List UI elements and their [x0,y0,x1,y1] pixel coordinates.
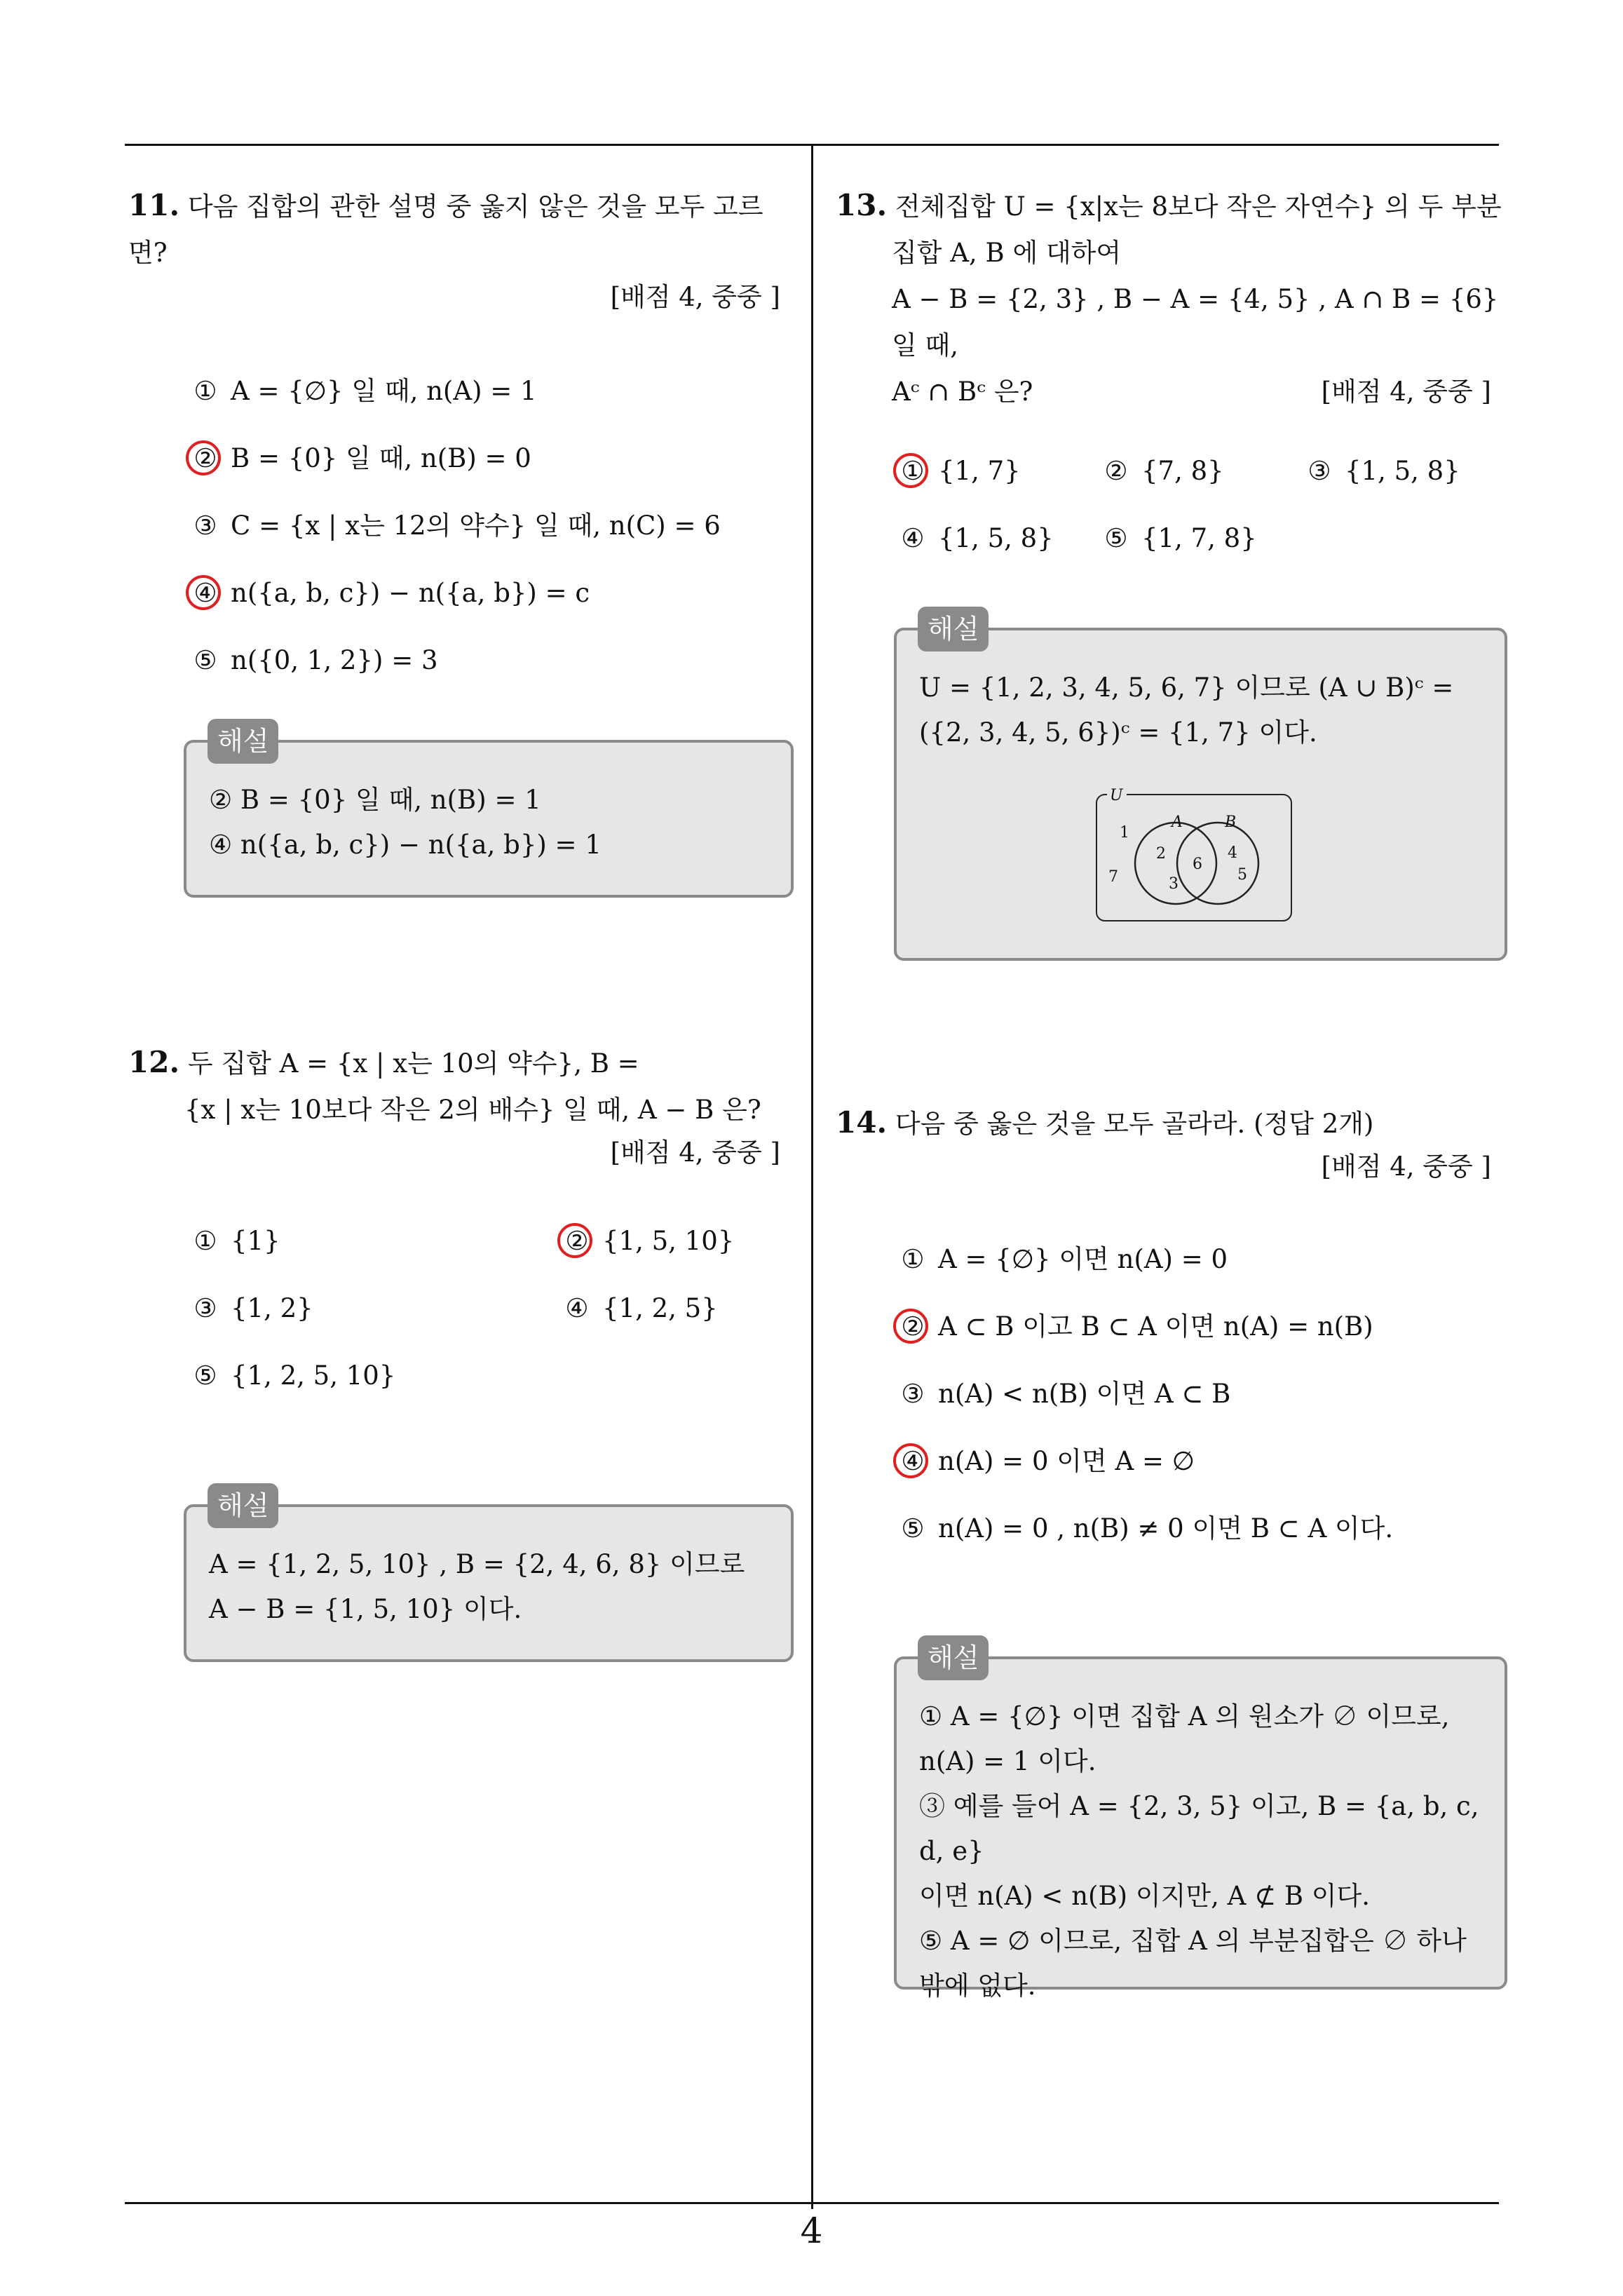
solution-line: A = {1, 2, 5, 10} , B = {2, 4, 6, 8} 이므로 [209,1549,745,1579]
choice-1[interactable] [899,1226,1519,1293]
choice-marker: ⑤ [193,1360,217,1391]
choice-marker: ① [193,376,217,406]
solution-tag: 해설 [208,719,278,764]
choice-4[interactable] [191,560,794,627]
choice-marker: ④ [901,523,925,553]
choice-text: B = {0} 일 때, n(B) = 0 [231,443,531,473]
choice-text: {1, 2, 5, 10} [231,1360,396,1391]
choice-marker: ③ [1308,456,1331,486]
choice-text: n({a, b, c}) − n({a, b}) = c [231,578,590,608]
solution-box-14 [894,1642,1507,2001]
element-label: 5 [1237,866,1247,884]
question-12-stem [128,1039,794,1087]
solution-line: ③ 예를 들어 A = {2, 3, 5} 이고, B = {a, b, c, d, e} [919,1791,1479,1866]
choice-4[interactable] [899,523,1054,553]
choice-3[interactable] [191,1293,313,1323]
choice-text: n({0, 1, 2}) = 3 [231,645,438,675]
bottom-rule [125,2202,1499,2204]
question-number: 12. [128,1045,180,1079]
choice-row [899,505,1519,572]
solution-line: ① A = {∅} 이면 집합 A 의 원소가 ∅ 이므로, [919,1701,1450,1731]
question-13 [836,182,1519,572]
question-text: 다음 집합의 관한 설명 중 옳지 않은 것을 모두 고르면? [128,191,763,268]
solution-line: ⑤ A = ∅ 이므로, 집합 A 의 부분집합은 ∅ 하나 [919,1926,1467,1956]
choice-4[interactable] [899,1428,1519,1495]
venn-diagram [1093,785,1296,925]
solution-box-11 [184,726,794,898]
score-label: [배점 4, 중중 ] [1321,1152,1491,1182]
element-label: 1 [1120,824,1129,842]
set-a-label: A [1172,813,1183,831]
choice-text: {1, 5, 8} [1345,456,1460,486]
choice-marker: ③ [193,1293,217,1323]
question-number: 13. [836,188,888,222]
choice-text: n(A) = 0 , n(B) ≠ 0 이면 B ⊂ A 이다. [938,1513,1394,1544]
choice-text: {1, 5, 8} [938,523,1054,553]
question-number: 14. [836,1105,888,1140]
question-text-line2: 집합 A, B 에 대하여 [892,238,1122,268]
page-number: 4 [800,2210,823,2251]
solution-line: A − B = {1, 5, 10} 이다. [209,1594,522,1624]
choice-4[interactable] [563,1275,718,1342]
element-label: 2 [1156,845,1166,863]
choice-marker: ① [193,1226,217,1256]
question-text: 전체집합 U = {x|x는 8보다 작은 자연수} 의 두 부분 [895,191,1502,222]
choice-text: n(A) < n(B) 이면 A ⊂ B [938,1379,1231,1409]
choice-text: {1, 2, 5} [602,1293,718,1323]
choice-row [191,1275,794,1342]
choice-text: {1, 5, 10} [602,1226,735,1256]
choice-1[interactable] [191,358,794,425]
solution-box-12 [184,1490,794,1662]
element-label: 4 [1228,844,1237,862]
solution-line: 밖에 없다. [919,1971,1036,2001]
question-14 [836,1100,1519,1562]
choice-5[interactable] [191,627,794,694]
choice-text: {1, 7} [938,456,1021,486]
choice-marker: ⑤ [193,645,217,675]
solution-tag: 해설 [918,607,989,651]
choice-marker: ② [1104,456,1128,486]
question-11 [128,182,794,694]
choice-text: A ⊂ B 이고 B ⊂ A 이면 n(A) = n(B) [938,1311,1373,1342]
solution-line: n(A) = 1 이다. [919,1746,1096,1776]
choice-2[interactable] [563,1208,734,1275]
choice-text: {7, 8} [1141,456,1224,486]
solution-line: 이면 n(A) < n(B) 이지만, A ⊄ B 이다. [919,1881,1371,1911]
score-label: [배점 4, 중중 ] [1321,377,1491,407]
choice-marker-circled: ④ [899,1428,927,1495]
question-number: 11. [128,188,180,222]
choice-marker-circled: ② [191,425,219,492]
choice-2[interactable] [899,1293,1519,1360]
choice-row [191,1208,794,1275]
choice-3[interactable] [899,1360,1519,1428]
choice-marker: ⑤ [1104,523,1128,553]
element-label: 3 [1169,875,1179,893]
choice-marker: ⑤ [901,1513,925,1544]
choice-marker: ③ [193,511,217,541]
question-11-stem [128,182,794,276]
set-b-label: B [1225,813,1237,831]
score-label: [배점 4, 중중 ] [610,1137,780,1168]
choice-marker-circled: ④ [191,560,219,627]
choice-marker-circled: ① [899,438,927,505]
choice-marker: ④ [565,1293,589,1323]
choice-text: {1} [231,1226,280,1256]
choice-5[interactable] [1102,505,1257,572]
solution-tag: 해설 [918,1635,989,1680]
u-label: U [1110,787,1123,804]
question-text: 두 집합 A = {x | x는 10의 약수}, B = [187,1048,639,1079]
question-13-stem [836,182,1519,230]
choice-5[interactable] [899,1495,1519,1562]
choice-2[interactable] [191,425,794,492]
solution-box-13 [894,614,1507,961]
solution-line: ② B = {0} 일 때, n(B) = 1 [209,785,541,815]
score-label: [배점 4, 중중 ] [610,282,780,312]
choice-3[interactable] [191,492,794,560]
choice-3[interactable] [1305,438,1460,505]
choice-text: A = {∅} 일 때, n(A) = 1 [231,376,537,406]
solution-tag: 해설 [208,1483,278,1528]
choice-marker-circled: ② [899,1293,927,1360]
choice-1[interactable] [191,1226,280,1256]
question-text-line4 [836,369,1519,415]
choice-row [899,438,1519,505]
choice-text: {1, 7, 8} [1141,523,1257,553]
choice-text: C = {x | x는 12의 약수} 일 때, n(C) = 6 [231,511,721,541]
question-text-line4-text: Aᶜ ∩ Bᶜ 은? [892,377,1033,407]
set-b-circle [1177,823,1258,904]
solution-line: ({2, 3, 4, 5, 6})ᶜ = {1, 7} 이다. [919,717,1317,748]
solution-line: U = {1, 2, 3, 4, 5, 6, 7} 이므로 (A ∪ B)ᶜ = [919,673,1454,703]
column-divider [811,144,813,2209]
element-label: 6 [1193,856,1202,873]
choice-text: A = {∅} 이면 n(A) = 0 [938,1244,1228,1274]
question-text-line2: {x | x는 10보다 작은 2의 배수} 일 때, A − B 은? [184,1095,761,1125]
solution-line: ④ n({a, b, c}) − n({a, b}) = 1 [209,830,602,860]
question-14-stem [836,1100,1519,1147]
question-12 [128,1039,794,1410]
question-text: 다음 중 옳은 것을 모두 골라라. (정답 2개) [895,1109,1374,1139]
choice-marker: ③ [901,1379,925,1409]
choice-marker-circled: ② [563,1208,591,1275]
element-label: 7 [1108,868,1118,886]
choice-5[interactable] [191,1342,794,1410]
choice-1[interactable] [899,456,1021,486]
choice-marker: ① [901,1244,925,1274]
choice-2[interactable] [1102,438,1224,505]
choice-text: {1, 2} [231,1293,313,1323]
question-text-line3: A − B = {2, 3} , B − A = {4, 5} , A ∩ B = {6} 일 때, [892,284,1499,360]
choice-text: n(A) = 0 이면 A = ∅ [938,1446,1195,1476]
